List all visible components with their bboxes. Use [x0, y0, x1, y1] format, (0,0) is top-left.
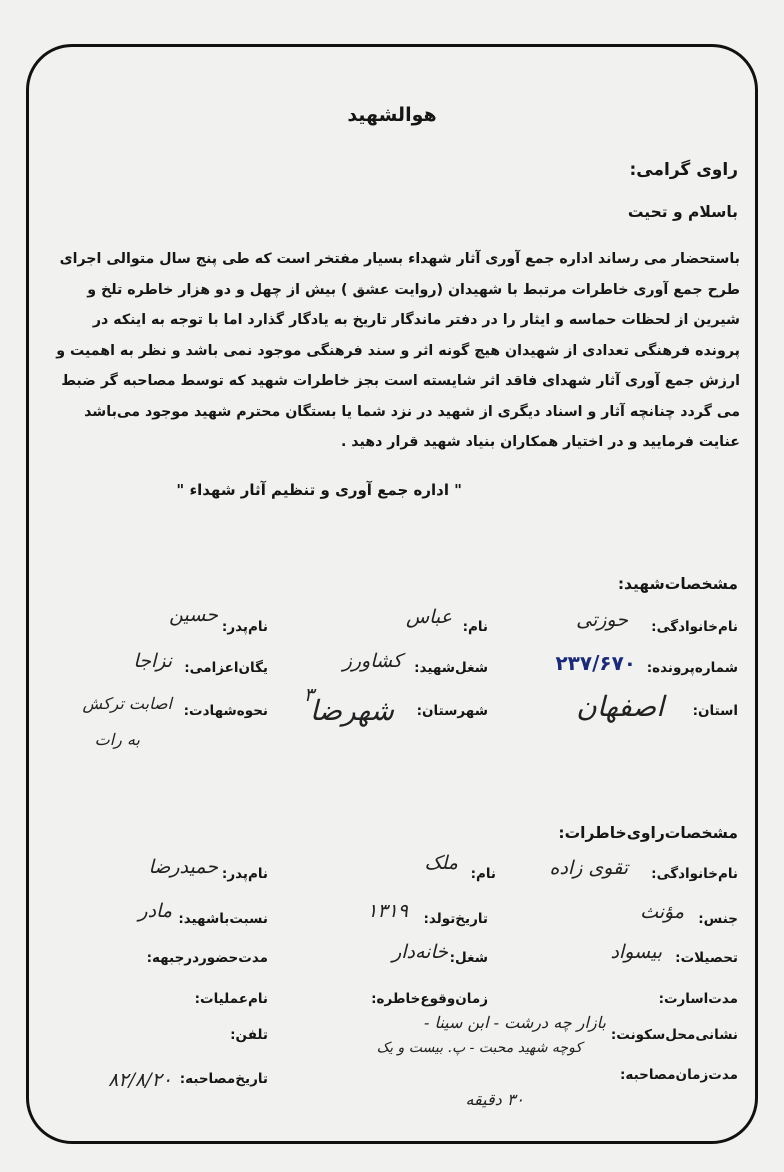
narrator-father-label: نام‌پدر: — [221, 866, 268, 882]
martyr-file-number-label: شماره‌پرونده: — [646, 660, 738, 676]
narrator-operation-label: نام‌عملیات: — [194, 991, 268, 1007]
martyr-province-label: استان: — [692, 703, 738, 719]
narrator-birth-date-label: تاریخ‌تولد: — [423, 911, 488, 927]
letter-body — [56, 244, 740, 458]
narrator-section-heading: مشخصات‌راوی‌خاطرات: — [558, 824, 738, 842]
narrator-address-value-cont: کوچه شهید محبت - پ. بیست و یک — [376, 1040, 582, 1056]
narrator-job-label: شغل: — [449, 950, 488, 966]
narrator-relation-value: مادر — [138, 900, 172, 922]
narrator-duration-label: مدت‌زمان‌مصاحبه: — [620, 1067, 738, 1083]
letter-line: باستحضار می رساند اداره جمع آوری آثار شهداء بسیار مفتخر است که طی پنج سال متوالی اجرای — [59, 251, 740, 267]
martyr-family-label: نام‌خانوادگی: — [651, 619, 738, 635]
narrator-education-value: بیسواد — [610, 941, 662, 963]
martyr-city-value: شهرضا — [309, 694, 394, 727]
document-title: هوالشهید — [347, 104, 437, 126]
narrator-memory-time-label: زمان‌وقوع‌خاطره: — [371, 991, 488, 1007]
narrator-relation-label: نسبت‌باشهید: — [178, 911, 268, 927]
narrator-address-label: نشانی‌محل‌سکونت: — [610, 1027, 738, 1043]
martyr-father-value: حسین — [169, 604, 218, 626]
narrator-job-value: خانه‌دار — [392, 941, 448, 963]
martyr-manner-label: نحوه‌شهادت: — [183, 703, 268, 719]
martyr-file-number-value: ۲۳۷/۶۷۰ — [555, 651, 636, 675]
martyr-manner-value: اصابت ترکش — [82, 694, 172, 713]
letter-signature: " اداره جمع آوری و تنظیم آثار شهداء " — [176, 481, 462, 499]
narrator-name-label: نام: — [470, 866, 496, 882]
narrator-duration-value: ۳۰ دقیقه — [465, 1090, 524, 1109]
martyr-province-value: اصفهان — [576, 690, 664, 723]
narrator-front-label: مدت‌حضوردرجبهه: — [146, 950, 268, 966]
greeting: راوی گرامی: — [629, 160, 738, 180]
martyr-job-value: کشاورز — [342, 650, 402, 672]
narrator-address-value: بازار چه درشت - ابن سینا - — [423, 1013, 606, 1032]
letter-line: طرح جمع آوری خاطرات مرتبط با شهیدان (روایت عشق ) بیش از چهل و دو هزار خاطره تلخ و — [87, 281, 740, 298]
martyr-father-label: نام‌پدر: — [221, 619, 268, 635]
narrator-interview-date-label: تاریخ‌مصاحبه: — [179, 1071, 268, 1087]
letter-line: پرونده فرهنگی تعدادی از شهیدان هیچ گونه اثر و سند فرهنگی موجود نمی باشد و نظر به اهمیت و — [56, 342, 740, 359]
narrator-family-value: تقوی زاده — [549, 857, 628, 879]
narrator-education-label: تحصیلات: — [675, 950, 738, 966]
martyr-job-label: شغل‌شهید: — [414, 660, 488, 676]
narrator-gender-label: جنس: — [698, 911, 738, 927]
narrator-phone-label: تلفن: — [230, 1027, 268, 1043]
martyr-family-value: حوزتی — [576, 609, 628, 631]
narrator-father-value: حمیدرضا — [148, 856, 218, 878]
letter-line: ارزش جمع آوری آثار شهدای فاقد اثر شایسته است بجز خاطرات شهید که توسط مصاحبه گر ضبط — [61, 373, 740, 389]
martyr-name-value: عباس — [405, 606, 452, 628]
narrator-captivity-label: مدت‌اسارت: — [658, 991, 738, 1007]
narrator-interview-date-value: ۸۲/۸/۲۰ — [108, 1069, 172, 1091]
letter-line: می گردد چنانچه آثار و اسناد دیگری از شهید در نزد شما یا بستگان محترم شهید موجود می‌باشد — [84, 403, 740, 420]
narrator-gender-value: مؤنث — [640, 901, 684, 923]
martyr-unit-value: نزاجا — [133, 650, 172, 672]
narrator-family-label: نام‌خانوادگی: — [651, 866, 738, 882]
letter-line: شیرین از لحظات حماسه و ایثار را در دفتر ماندگار تاریخ به یادگار گذارد اما با توجه به اینکه در — [92, 312, 740, 328]
letter-line: عنایت فرمایید و در اختیار همکاران بنیاد شهید قرار دهید . — [340, 434, 740, 450]
martyr-manner-value-cont: به رات — [94, 730, 140, 749]
martyr-section-heading: مشخصات‌شهید: — [617, 575, 738, 593]
narrator-birth-date-value: ۱۳۱۹ — [367, 900, 408, 922]
martyr-name-label: نام: — [462, 619, 488, 635]
martyr-unit-label: یگان‌اعزامی: — [184, 660, 268, 676]
martyr-city-label: شهرستان: — [416, 703, 488, 719]
salutation: باسلام و تحیت — [627, 203, 738, 221]
martyr-city-note: ۳ — [303, 684, 314, 706]
narrator-name-value: ملک — [424, 852, 458, 874]
